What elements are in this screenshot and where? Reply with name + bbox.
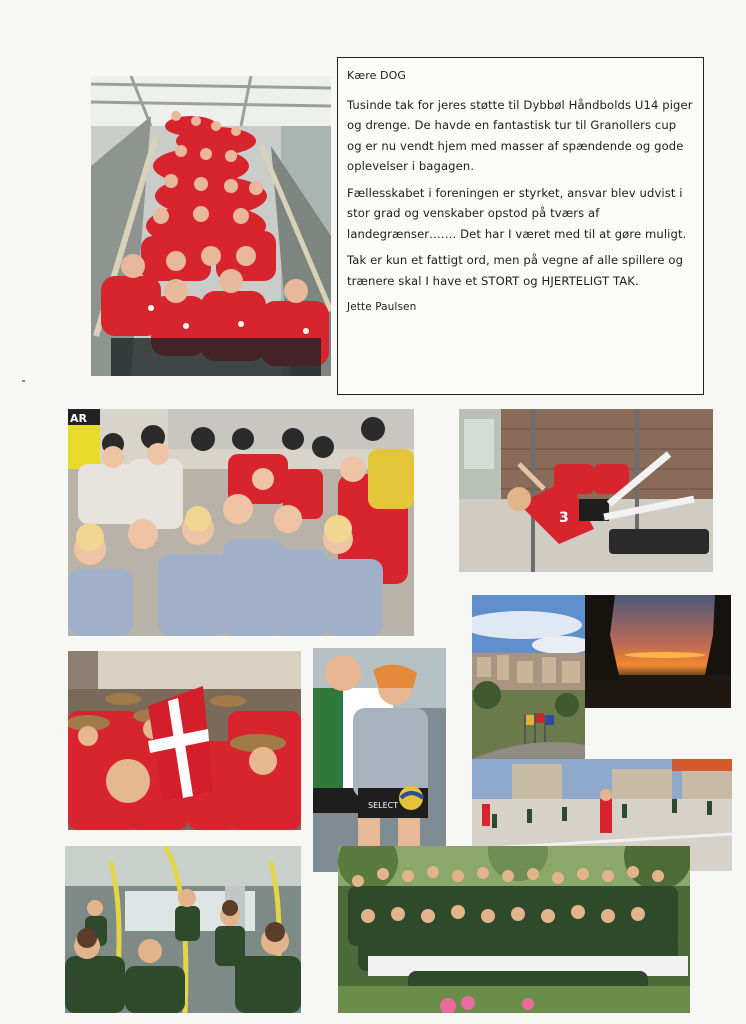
jersey-number: 3 xyxy=(559,510,569,526)
photo-team-bus xyxy=(65,846,301,1013)
photo-sunset xyxy=(585,595,731,708)
photo-town-view xyxy=(472,595,585,759)
shorts-text: SELECT xyxy=(368,801,399,810)
photo-group-grey-shirts xyxy=(68,409,414,636)
letter-paragraph-1: Tusinde tak for jeres støtte til Dybbøl Håndbolds U14 piger og drenge. De havde en fantastisk tur til Granollers cup og er nu vendt hjem med masser af spændende og gode oplevelser i bagagen. xyxy=(347,97,693,173)
photo-handball-match xyxy=(313,648,446,872)
shop-sign-text: AR xyxy=(70,412,87,425)
scan-mark xyxy=(22,380,25,382)
letter-signature: Jette Paulsen xyxy=(347,301,417,313)
photo-supporters-flag xyxy=(68,651,301,830)
thank-you-letter xyxy=(337,57,704,395)
photo-player-split-jump xyxy=(459,409,713,572)
photo-team-green-kits xyxy=(338,846,690,1013)
letter-paragraph-2: Fællesskabet i foreningen er styrket, ansvar blev udvist i stor grad og venskaber opstod på tværs af landegrænser……. Det har I været med til at gøre muligt. xyxy=(347,185,687,241)
letter-paragraph-3: Tak er kun et fattigt ord, men på vegne af alle spillere og trænere skal I have et STORT og HJERTELIGT TAK. xyxy=(347,253,684,288)
letter-greeting: Kære DOG xyxy=(347,69,407,82)
photo-team-escalator xyxy=(91,76,331,376)
